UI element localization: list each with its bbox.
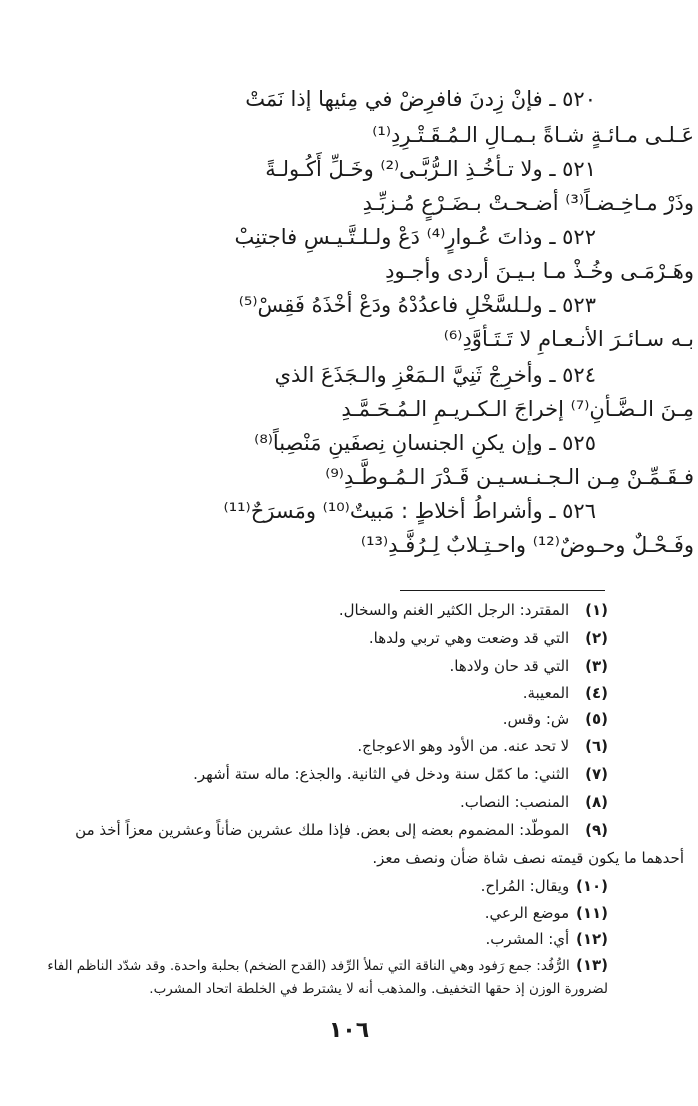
footnote-10 bbox=[10, 874, 608, 898]
footnote-number: (١١) bbox=[575, 904, 608, 922]
footnote-13 bbox=[8, 954, 608, 1001]
verse-521-line-2: وذَرْ مـاخِـضـاً⁽³⁾ أضـحـتْ بـضَـرْعٍ مُـزبِّـدِ bbox=[362, 191, 694, 215]
footnote-5 bbox=[10, 707, 608, 731]
footnote-number: (١) bbox=[585, 601, 608, 619]
verse-522-line-1: ٥٢٢ ـ وذاتَ عُـوارٍ⁽⁴⁾ دَعْ ولـلـتَّـيـسِ فاجتنِبْ bbox=[234, 225, 596, 249]
footnote-separator bbox=[400, 590, 605, 591]
footnote-6 bbox=[10, 734, 608, 758]
verse-522-line-2: وهَـرْمَـى وخُـذْ مـا بـيـنَ أردى وأجـودِ bbox=[385, 259, 694, 283]
footnote-text: موضع الرعي. bbox=[484, 904, 570, 922]
verse-521-line-1: ٥٢١ ـ ولا تـأخُـذِ الـرُّبَّـى⁽²⁾ وخَـلِّ أَكُـولـةً bbox=[265, 157, 596, 181]
footnote-number: (٨) bbox=[585, 793, 608, 811]
footnote-number: (٩) bbox=[585, 821, 608, 839]
footnote-number: (٦) bbox=[585, 737, 608, 755]
page-number: ١٠٦ bbox=[328, 1018, 370, 1043]
footnote-4 bbox=[10, 681, 608, 705]
footnote-number: (٣) bbox=[585, 657, 608, 675]
footnote-11 bbox=[10, 901, 608, 925]
verse-526-line-2: وفَـحْـلٌ وحـوضٌ⁽¹²⁾ واحـتِـلابٌ لِـرُفَّـدِ⁽¹³⁾ bbox=[360, 533, 694, 557]
footnote-text: التي قد وضعت وهي تربي ولدها. bbox=[368, 629, 570, 647]
footnote-9-continuation bbox=[10, 846, 684, 870]
footnote-8 bbox=[10, 790, 608, 814]
footnote-text: المقترد: الرجل الكثير الغنم والسخال. bbox=[338, 601, 570, 619]
footnote-number: (١٠) bbox=[575, 877, 608, 895]
footnote-text: لا تحد عنه. من الأود وهو الاعوجاج. bbox=[357, 737, 570, 755]
footnote-number: (١٢) bbox=[575, 930, 608, 948]
verse-526-line-1: ٥٢٦ ـ وأشراطُ أخلاطٍ : مَبيتٌ⁽¹⁰⁾ ومَسرَحٌ⁽¹¹⁾ bbox=[223, 499, 596, 523]
footnote-7 bbox=[10, 762, 608, 786]
footnote-number: (٥) bbox=[585, 710, 608, 728]
footnote-number: (٤) bbox=[585, 684, 608, 702]
verse-524-line-1: ٥٢٤ ـ وأخرِجْ ثَنِيَّ الـمَعْزِ والـجَذَعَ الذي bbox=[274, 363, 596, 387]
footnote-12 bbox=[10, 927, 608, 951]
verse-523-line-1: ٥٢٣ ـ ولـلسَّخْلِ فاعدُدْهُ ودَعْ أخْذَهُ فَقِسْ⁽⁵⁾ bbox=[238, 293, 596, 317]
footnote-1 bbox=[10, 598, 608, 622]
footnote-9 bbox=[10, 818, 608, 842]
footnote-3 bbox=[10, 654, 608, 678]
verse-520-line-2: عَـلـى مـائـةٍ شـاةً بـمـالِ الـمُـقَـتْـرِدِ⁽¹⁾ bbox=[372, 123, 694, 147]
footnote-number: (١٣) bbox=[575, 956, 608, 974]
footnote-text: الرُّفُد: جمع رَفود وهي الناقة التي تملأ الرِّفد (القدح الضخم) بحلبة واحدة. وقد شدّد الناظم الفاء لضرورة الوزن إذ حقها التخفيف. والمذهب أنه لا يشترط في الخلطة اتحاد المشرب. bbox=[47, 958, 608, 997]
footnote-text: ويقال: المُراح. bbox=[480, 877, 570, 895]
footnote-text: المعيبة. bbox=[522, 684, 570, 702]
verse-520-line-1: ٥٢٠ ـ فإنْ زِدنَ فافرِضْ في مِئيها إذا نَمَتْ bbox=[245, 87, 596, 111]
footnote-text: أي: المشرب. bbox=[485, 930, 570, 948]
footnote-number: (٢) bbox=[585, 629, 608, 647]
footnote-text: الثني: ما كمّل سنة ودخل في الثانية. والجذع: ماله ستة أشهر. bbox=[193, 765, 570, 783]
footnote-text: أحدهما ما يكون قيمته نصف شاة ضأن ونصف معز. bbox=[372, 849, 684, 867]
footnote-2 bbox=[10, 626, 608, 650]
verse-525-line-1: ٥٢٥ ـ وإن يكنِ الجنسانِ نِصفَينِ مَنْصِباً⁽⁸⁾ bbox=[254, 431, 596, 455]
verse-524-line-2: مِـنَ الـضَّـأنِ⁽⁷⁾ إخراجَ الـكـريـمِ الـمُـحَـمَّـدِ bbox=[341, 397, 694, 421]
footnote-number: (٧) bbox=[585, 765, 608, 783]
footnote-text: المنصب: النصاب. bbox=[459, 793, 570, 811]
footnote-text: التي قد حان ولادها. bbox=[449, 657, 570, 675]
footnote-text: ش: وقس. bbox=[502, 710, 570, 728]
verse-523-line-2: بـه سـائـرَ الأنـعـامِ لا تَـتَـأوَّدِ⁽⁶⁾ bbox=[443, 327, 694, 351]
verse-525-line-2: فـقَـمِّـنْ مِـن الـجـنـسـيـن قَـدْرَ الـمُـوطَّـدِ⁽⁹⁾ bbox=[325, 465, 694, 489]
footnote-text: الموطّد: المضموم بعضه إلى بعض. فإذا ملك عشرين ضأناً وعشرين معزاً أخذ من bbox=[75, 821, 570, 839]
